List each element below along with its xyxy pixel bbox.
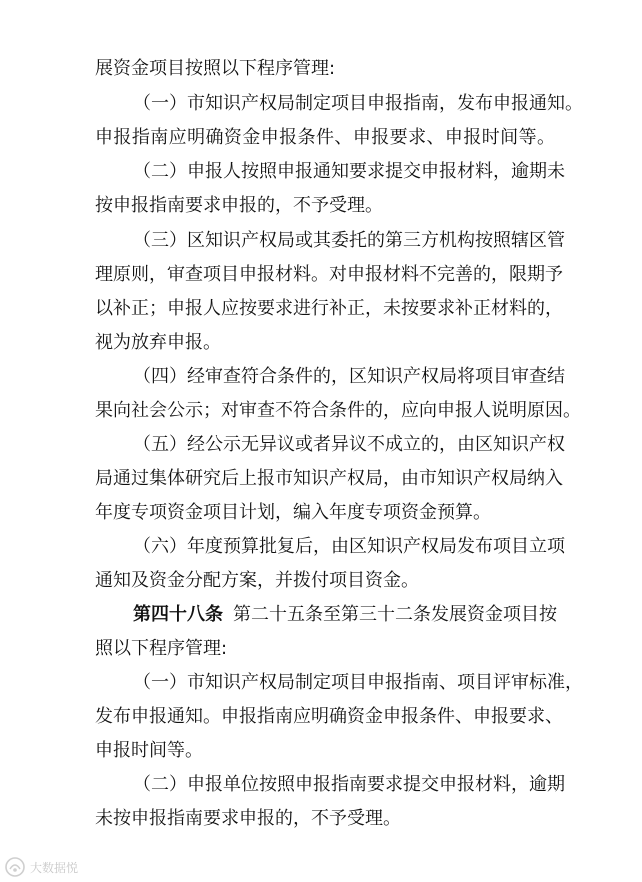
text-line: 第二十五条至第三十二条发展资金项目按	[233, 604, 557, 625]
text-line: 申报时间等。	[95, 740, 203, 761]
watermark-text: 大数据悦	[30, 860, 79, 875]
watermark	[4, 856, 78, 878]
text-line: 发布申报通知。申报指南应明确资金申报条件、申报要求、	[95, 706, 563, 727]
text-line: （五）经公示无异议或者异议不成立的，由区知识产权	[133, 434, 565, 455]
text-line: 展资金项目按照以下程序管理:	[95, 58, 336, 79]
watermark-logo-icon	[4, 856, 26, 878]
text-line: （四）经审查符合条件的，区知识产权局将项目审查结	[133, 366, 565, 387]
text-line: （六）年度预算批复后，由区知识产权局发布项目立项	[133, 536, 565, 557]
text-line: 果向社会公示；对审查不符合条件的，应向申报人说明原因。	[95, 400, 581, 421]
text-line: （一）市知识产权局制定项目申报指南，发布申报通知。	[133, 93, 583, 114]
article-heading: 第四十八条	[133, 604, 223, 625]
text-line: 申报指南应明确资金申报条件、申报要求、申报时间等。	[95, 127, 555, 148]
text-line: 照以下程序管理:	[95, 638, 228, 659]
text-line: （二）申报单位按照申报指南要求提交申报材料，逾期	[133, 774, 565, 795]
text-line: 视为放弃申报。	[95, 332, 221, 353]
text-line: 未按申报指南要求申报的，不予受理。	[95, 808, 401, 829]
text-line: （二）申报人按照申报通知要求提交申报材料，逾期未	[133, 161, 565, 182]
text-line: 按申报指南要求申报的，不予受理。	[95, 195, 383, 216]
text-line: （一）市知识产权局制定项目申报指南、项目评审标准，	[133, 672, 583, 693]
text-line: 年度专项资金项目计划，编入年度专项资金预算。	[95, 502, 491, 523]
text-line: 通知及资金分配方案，并拨付项目资金。	[95, 570, 419, 591]
text-line: 理原则，审查项目申报材料。对申报材料不完善的，限期予	[95, 264, 563, 285]
text-line: 局通过集体研究后上报市知识产权局，由市知识产权局纳入	[95, 468, 563, 489]
text-line: （三）区知识产权局或其委托的第三方机构按照辖区管	[133, 230, 565, 251]
text-line: 以补正；申报人应按要求进行补正，未按要求补正材料的，	[95, 298, 563, 319]
